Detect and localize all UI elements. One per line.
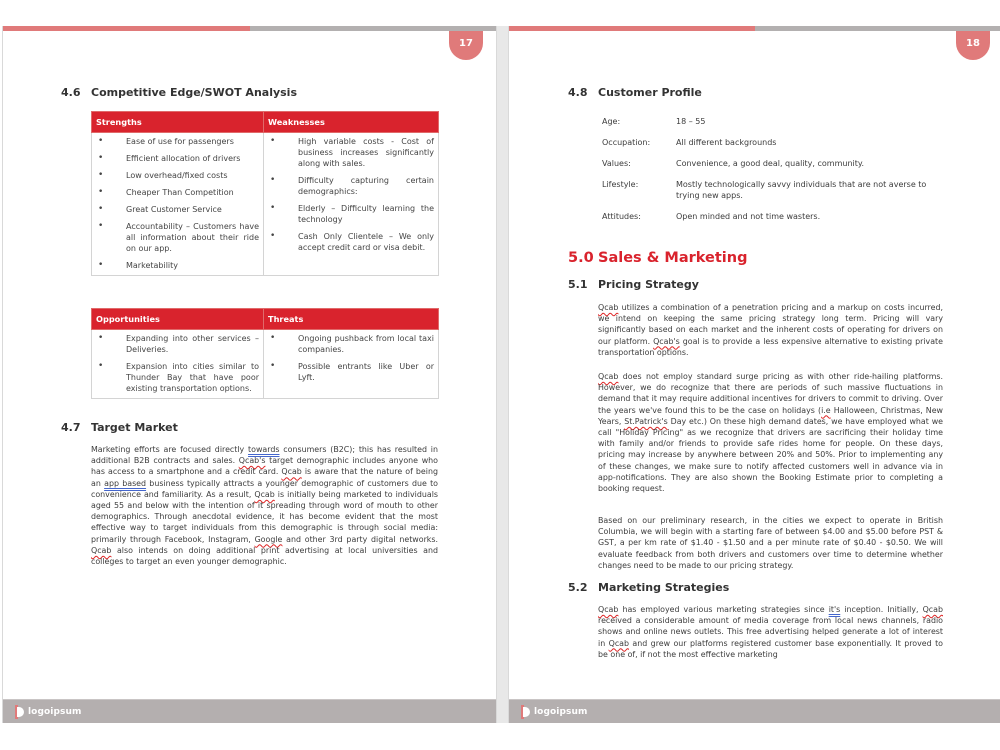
text-run: also intends on doing additional print advertising at local universities and colleges to target an even younger demographic. <box>91 545 438 567</box>
spelling-flagged-word[interactable]: St.Patrick's <box>624 416 668 426</box>
profile-value: Open minded and not time wasters. <box>676 212 821 221</box>
text-run: has employed various marketing strategies since <box>618 605 829 614</box>
weaknesses-cell <box>264 133 439 276</box>
swot-table-opportunities-threats <box>91 308 439 399</box>
page-18 <box>508 26 1000 723</box>
section-number: 5.2 <box>568 581 588 594</box>
section-number: 4.7 <box>61 421 81 434</box>
pricing-paragraph-2 <box>598 371 943 494</box>
logo-icon <box>15 705 24 719</box>
spelling-flagged-word[interactable]: Qcab's <box>238 456 266 466</box>
section-heading-4-8 <box>568 86 702 99</box>
spelling-flagged-word[interactable]: Qcab <box>598 372 619 381</box>
section-title: Customer Profile <box>598 86 702 99</box>
spelling-flagged-word[interactable]: Qcab <box>608 638 630 648</box>
page-17 <box>2 26 497 723</box>
spelling-flagged-word[interactable]: Qcab <box>598 303 619 312</box>
strengths-list <box>96 136 259 271</box>
list-item: • Marketability <box>96 260 259 271</box>
section-number: 4.8 <box>568 86 588 99</box>
list-item: • Great Customer Service <box>96 204 259 215</box>
text-run: target demographic includes anyone who has access to a smartphone and a credit card. <box>91 456 438 477</box>
profile-label: Attitudes: <box>602 212 641 221</box>
text-run: utilizes a combination of a penetration pricing and a markup on costs incurred, we intend on keeping the same pricing strategy long term. Pricing will vary significantly based on each market and the inherent costs of operating for drivers on our platform. <box>598 303 943 346</box>
section-heading-5-0 <box>568 250 747 266</box>
section-title: Sales & Marketing <box>598 250 748 266</box>
footer-logo <box>15 705 81 719</box>
logo-icon <box>521 705 530 719</box>
section-heading-5-1 <box>568 278 699 291</box>
profile-label: Values: <box>602 159 631 168</box>
list-item: • Efficient allocation of drivers <box>96 153 259 164</box>
text-run: inception. Initially, <box>840 605 923 614</box>
spelling-flagged-word[interactable]: Qcab's <box>653 336 680 346</box>
profile-value: All different backgrounds <box>676 138 777 147</box>
text-run: Day etc.) On these high demand dates, we have employed what we call "Holiday Pricing" as we recognize that drivers are sacrificing their holiday time with family and/or friends to provide safe rides home for people. On these days, pricing may increase by anywhere between 20% and 50%. Prior to implementing any of these changes, we make sure to notify affected customers well in advance via in app-notifications. They are also shown the Booking Estimate prior to completing a booking request. <box>598 416 943 494</box>
list-item: • Low overhead/fixed costs <box>96 170 259 181</box>
list-item: • Expansion into cities similar to Thunder Bay that have poor existing transportation options. <box>96 361 259 394</box>
list-item: • Cash Only Clientele – We only accept credit card or visa debit. <box>268 231 434 253</box>
section-heading-5-2 <box>568 581 729 594</box>
section-title: Target Market <box>91 421 178 434</box>
text-run: received a considerable amount of media coverage from local news channels, radio shows and online news outlets. This free advertising helped generate a lot of interest in <box>598 616 943 648</box>
spelling-flagged-word[interactable]: Qcab <box>91 545 112 555</box>
page-top-bar <box>509 26 1000 31</box>
text-run: does not employ standard surge pricing as with other ride-hailing platforms. However, we do recognize that there are periods of such massive fluctuations in demand that it may require additional incentives for drivers to commit to driving. Over the years we've found this to be the case on holidays ( <box>598 372 943 415</box>
customer-profile-list <box>602 116 946 232</box>
text-run: and other 3rd party digital networks. <box>282 534 438 544</box>
spelling-flagged-word[interactable]: Qcab <box>281 467 302 477</box>
section-title: Marketing Strategies <box>598 581 730 594</box>
profile-row-occupation <box>602 137 946 148</box>
section-number: 4.6 <box>61 86 81 99</box>
profile-label: Age: <box>602 117 621 126</box>
page-number-badge: 17 <box>449 31 483 60</box>
section-heading-4-7 <box>61 421 178 434</box>
logo-text: logoipsum <box>534 707 588 717</box>
section-title: Competitive Edge/SWOT Analysis <box>91 86 297 99</box>
text-run: and grew our platforms registered customer base exponentially. It proved to be one of, if not the most effective marketing <box>598 638 943 659</box>
text-run: consumers (B2C); this has resulted in additional B2B contracts and sales. <box>91 445 438 466</box>
profile-row-lifestyle <box>602 179 946 201</box>
text-run: Marketing efforts are focused directly <box>91 445 249 454</box>
section-number: 5.0 <box>568 250 594 266</box>
strengths-cell <box>92 133 264 276</box>
pricing-paragraph-3: Based on our preliminary research, in the cities we expect to operate in British Columbia, we will begin with a starting fare of between $4.00 and $5.00 before PST & GST, a per km rate of $1.40 - $1.50 and a per minute rate of $0.40 - $0.50. We will evaluate feedback from both drivers and customers over time to determine whether changes need to be made to our pricing strategy. <box>598 516 943 570</box>
page-top-bar <box>3 26 496 31</box>
list-item: • Elderly – Difficulty learning the technology <box>268 203 434 225</box>
spelling-flagged-word[interactable]: Qcab <box>254 489 275 499</box>
profile-row-attitudes <box>602 211 946 222</box>
list-item: • Difficulty capturing certain demographics: <box>268 175 434 197</box>
list-item: • Ease of use for passengers <box>96 136 259 147</box>
weaknesses-list <box>268 136 434 253</box>
header-opportunities: Opportunities <box>92 309 264 330</box>
page-footer <box>3 699 496 723</box>
page-number-badge: 18 <box>956 31 990 60</box>
list-item: • Accountability – Customers have all information about their ride on our app. <box>96 221 259 254</box>
top-bar-accent <box>3 26 250 31</box>
grammar-flagged-word[interactable]: app based <box>104 478 147 488</box>
section-number: 5.1 <box>568 278 588 291</box>
top-bar-accent <box>509 26 755 31</box>
page-footer <box>509 699 1000 723</box>
text-run: business typically attracts a younger demographic of customers due to convenience and familiarity. As a result, <box>91 478 438 499</box>
section-heading-4-6 <box>61 86 297 99</box>
opportunities-cell <box>92 330 264 399</box>
spelling-flagged-word[interactable]: i.e <box>821 405 831 415</box>
profile-value: Convenience, a good deal, quality, community. <box>676 159 865 168</box>
profile-label: Occupation: <box>602 138 651 147</box>
threats-list <box>268 333 434 383</box>
list-item: • High variable costs - Cost of business increases significantly along with sales. <box>268 136 434 169</box>
grammar-flagged-word[interactable]: towards <box>248 445 280 454</box>
text-run: Halloween, Christmas, New Years, <box>598 405 944 426</box>
header-threats: Threats <box>264 309 439 330</box>
header-weaknesses: Weaknesses <box>264 112 439 133</box>
swot-table-strengths-weaknesses <box>91 111 439 276</box>
spelling-flagged-word[interactable]: Google <box>254 534 283 544</box>
list-item: • Possible entrants like Uber or Lyft. <box>268 361 434 383</box>
footer-logo <box>521 705 587 719</box>
list-item: • Expanding into other services – Deliveries. <box>96 333 259 355</box>
logo-text: logoipsum <box>28 707 82 717</box>
spelling-flagged-word[interactable]: Qcab <box>922 605 943 614</box>
section-title: Pricing Strategy <box>598 278 699 291</box>
list-item: • Ongoing pushback from local taxi companies. <box>268 333 434 355</box>
header-strengths: Strengths <box>92 112 264 133</box>
page-gutter <box>496 26 508 723</box>
profile-value: 18 – 55 <box>676 117 706 126</box>
profile-value: Mostly technologically savvy individuals that are not averse to trying new apps. <box>676 180 927 200</box>
profile-label: Lifestyle: <box>602 180 639 189</box>
pricing-paragraph-1 <box>598 302 943 358</box>
text-run: is aware that the nature of being an <box>91 467 438 488</box>
opportunities-list <box>96 333 259 394</box>
profile-row-values <box>602 158 946 169</box>
profile-row-age <box>602 116 946 127</box>
threats-cell <box>264 330 439 399</box>
text-run: is initially being marketed to individuals aged 55 and below with the intention of it spreading through word of mouth to other demographics. Through anecdotal evidence, it has become evident that the most effective way to target individuals from this demographic is through social media: primarily through Facebook, Instagram, <box>91 489 438 544</box>
marketing-strategies-paragraph <box>598 604 943 660</box>
spelling-flagged-word[interactable]: Qcab <box>598 605 619 614</box>
text-run: goal is to provide a less expensive alternative to existing private transportation options. <box>598 336 943 357</box>
list-item: • Cheaper Than Competition <box>96 187 259 198</box>
grammar-flagged-word[interactable]: it's <box>828 605 841 614</box>
target-market-paragraph <box>91 444 438 567</box>
